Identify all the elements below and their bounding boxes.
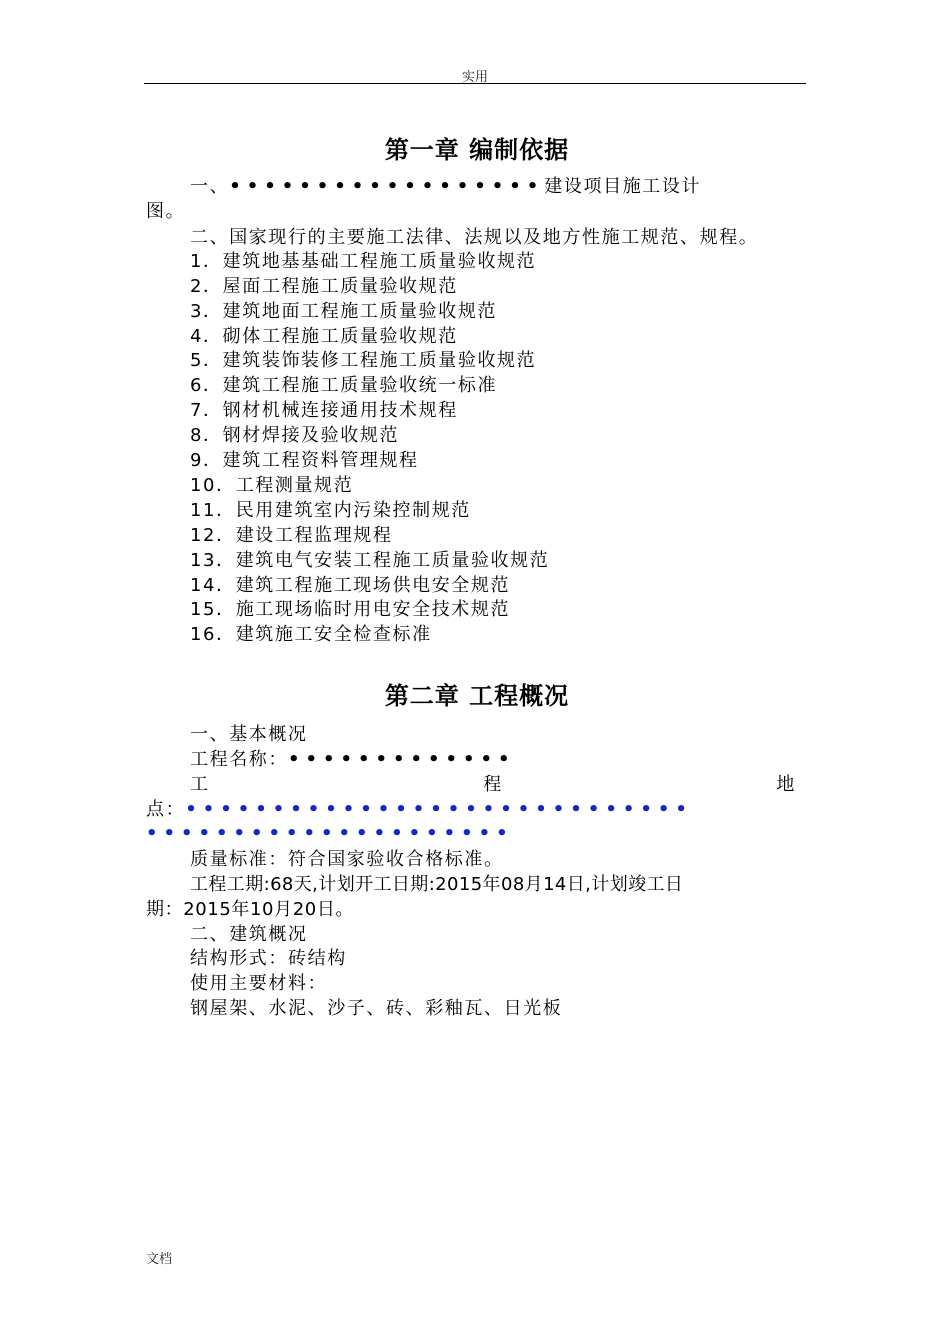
standard-list-item: 5．建筑装饰装修工程施工质量验收规范 xyxy=(190,350,537,371)
location-label-wrap: 点： xyxy=(146,799,186,820)
construction-period-line-1: 工程工期:68天,计划开工日期:2015年08月14日,计划竣工日 xyxy=(190,874,684,895)
materials-label: 使用主要材料： xyxy=(190,973,328,994)
basic-overview-heading: 一、基本概况 xyxy=(190,724,308,745)
quality-standard: 质量标准：符合国家验收合格标准。 xyxy=(190,849,504,870)
basis-item-1-wrap: 图。 xyxy=(146,201,186,222)
structure-type: 结构形式：砖结构 xyxy=(190,948,347,969)
header-divider xyxy=(144,83,806,84)
standard-list-item: 11．民用建筑室内污染控制规范 xyxy=(190,500,471,521)
basis-item-1-suffix: 建设项目施工设计 xyxy=(544,176,702,197)
standard-list-item: 10．工程测量规范 xyxy=(190,475,354,496)
standard-list-item: 16．建筑施工安全检查标准 xyxy=(190,624,432,645)
standard-list-item: 12．建设工程监理规程 xyxy=(190,525,393,546)
location-label-char: 工 xyxy=(190,774,210,795)
construction-period-line-2: 期：2015年10月20日。 xyxy=(146,899,355,920)
project-name-label: 工程名称： xyxy=(190,749,288,770)
basis-item-2: 二、国家现行的主要施工法律、法规以及地方性施工规范、规程。 xyxy=(190,227,759,248)
building-overview-heading: 二、建筑概况 xyxy=(190,924,308,945)
basis-item-1-prefix: 一、 xyxy=(190,176,230,197)
materials-list: 钢屋架、水泥、沙子、砖、彩釉瓦、日光板 xyxy=(190,998,563,1019)
standard-list-item: 4．砌体工程施工质量验收规范 xyxy=(190,326,458,347)
standard-list-item: 1．建筑地基基础工程施工质量验收规范 xyxy=(190,251,537,272)
standard-list-item: 14．建筑工程施工现场供电安全规范 xyxy=(190,575,511,596)
chapter-2-title: 第二章 工程概况 xyxy=(384,682,570,710)
location-label-char: 程 xyxy=(483,774,503,795)
location-label-char: 地 xyxy=(776,774,796,795)
standard-list-item: 8．钢材焊接及验收规范 xyxy=(190,425,400,446)
basis-item-1-dots: •••••••••••••••••• xyxy=(229,176,545,197)
standard-list-item: 2．屋面工程施工质量验收规范 xyxy=(190,276,458,297)
page-header: 实用 xyxy=(461,70,488,85)
project-name-line xyxy=(190,747,516,772)
standard-list-item: 15．施工现场临时用电安全技术规范 xyxy=(190,599,511,620)
project-name-dots: ••••••••••••• xyxy=(288,749,516,770)
basis-item-1 xyxy=(190,174,701,199)
project-location-label-line xyxy=(190,772,796,797)
project-location-line-2 xyxy=(146,821,514,846)
location-dots-line-2: ••••••••••••••••••••• xyxy=(146,823,514,844)
project-location-line xyxy=(146,797,693,822)
page-footer: 文档 xyxy=(146,1252,173,1267)
location-dots-line-1: ••••••••••••••••••••••••••••• xyxy=(185,799,693,820)
standard-list-item: 6．建筑工程施工质量验收统一标准 xyxy=(190,375,498,396)
standard-list-item: 13．建筑电气安装工程施工质量验收规范 xyxy=(190,550,550,571)
standard-list-item: 3．建筑地面工程施工质量验收规范 xyxy=(190,301,498,322)
standard-list-item: 9．建筑工程资料管理规程 xyxy=(190,450,419,471)
standard-list-item: 7．钢材机械连接通用技术规程 xyxy=(190,400,458,421)
chapter-1-title: 第一章 编制依据 xyxy=(384,136,570,164)
